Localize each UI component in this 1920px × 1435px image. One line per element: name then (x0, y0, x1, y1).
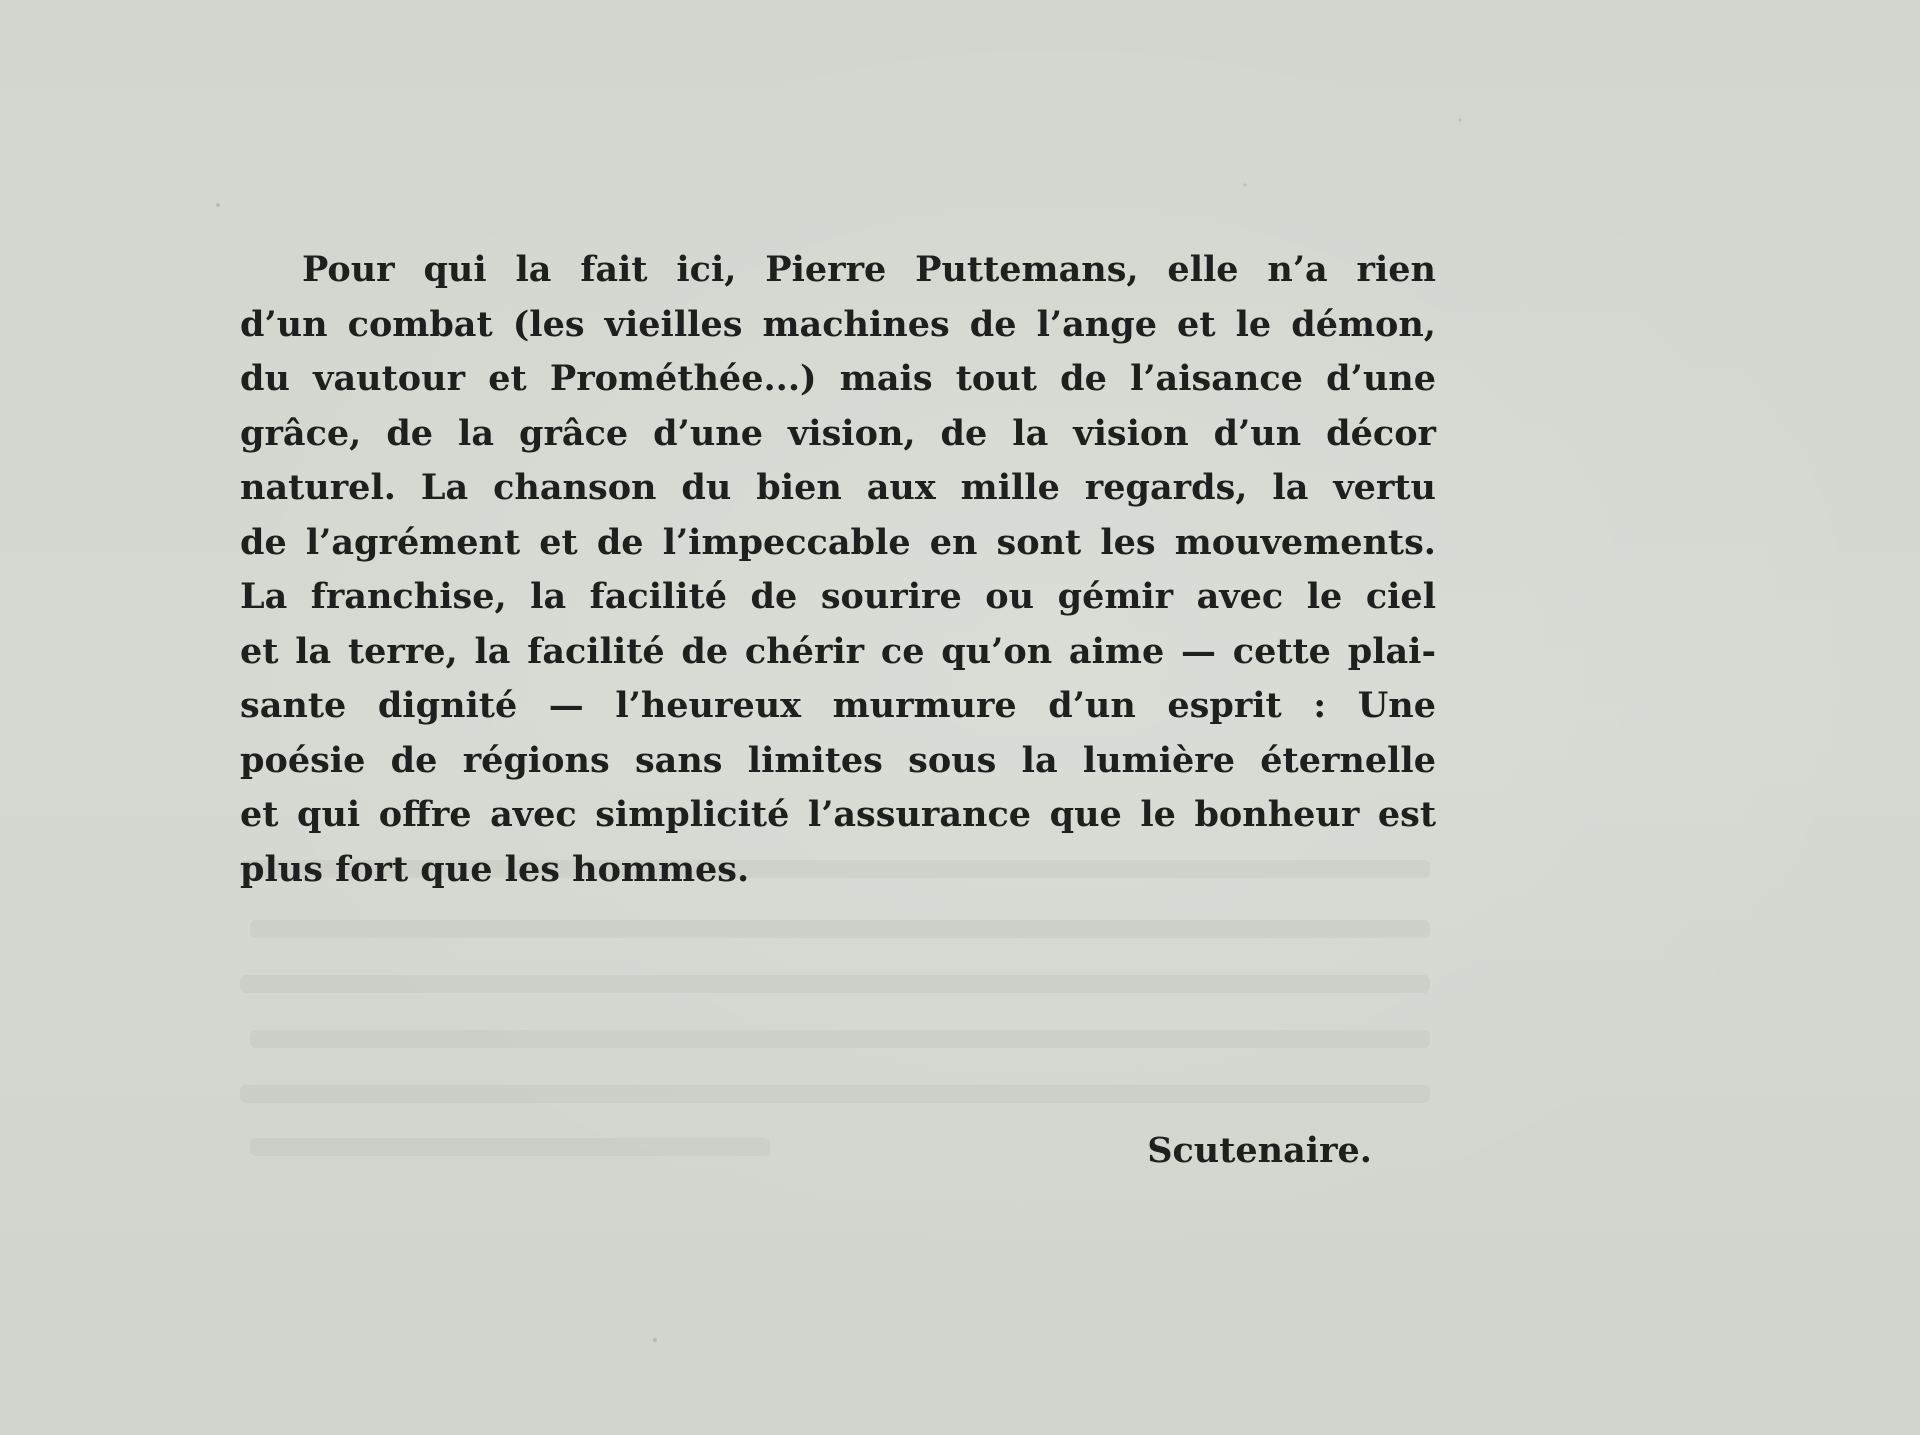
text-line: sante dignité — l’heureux murmure d’un esprit : Une (240, 685, 1436, 726)
text-line: grâce, de la grâce d’une vision, de la vision d’un décor (240, 412, 1436, 454)
text-line: plus fort que les hommes. (240, 848, 750, 890)
text-line: naturel. La chanson du bien aux mille regards, la vertu (240, 467, 1436, 508)
text-line: de l’agrément et de l’impeccable en sont les mouvements. (240, 521, 1436, 563)
text-line: et qui offre avec simplicité l’assurance que le bonheur est (240, 794, 1436, 835)
text-line: du vautour et Prométhée...) mais tout de l’aisance d’une (240, 358, 1436, 399)
text-line: et la terre, la facilité de chérir ce qu’on aime — cette plai- (240, 630, 1436, 672)
author-signature: Scutenaire. (1147, 1130, 1372, 1171)
text-line: La franchise, la facilité de sourire ou gémir avec le ciel (240, 576, 1436, 617)
text-line: poésie de régions sans limites sous la lumière éternelle (240, 739, 1436, 781)
text-line: d’un combat (les vieilles machines de l’ange et le démon, (240, 303, 1436, 345)
body-paragraph (240, 243, 1436, 897)
text-line: Pour qui la fait ici, Pierre Puttemans, elle n’a rien (302, 249, 1436, 290)
